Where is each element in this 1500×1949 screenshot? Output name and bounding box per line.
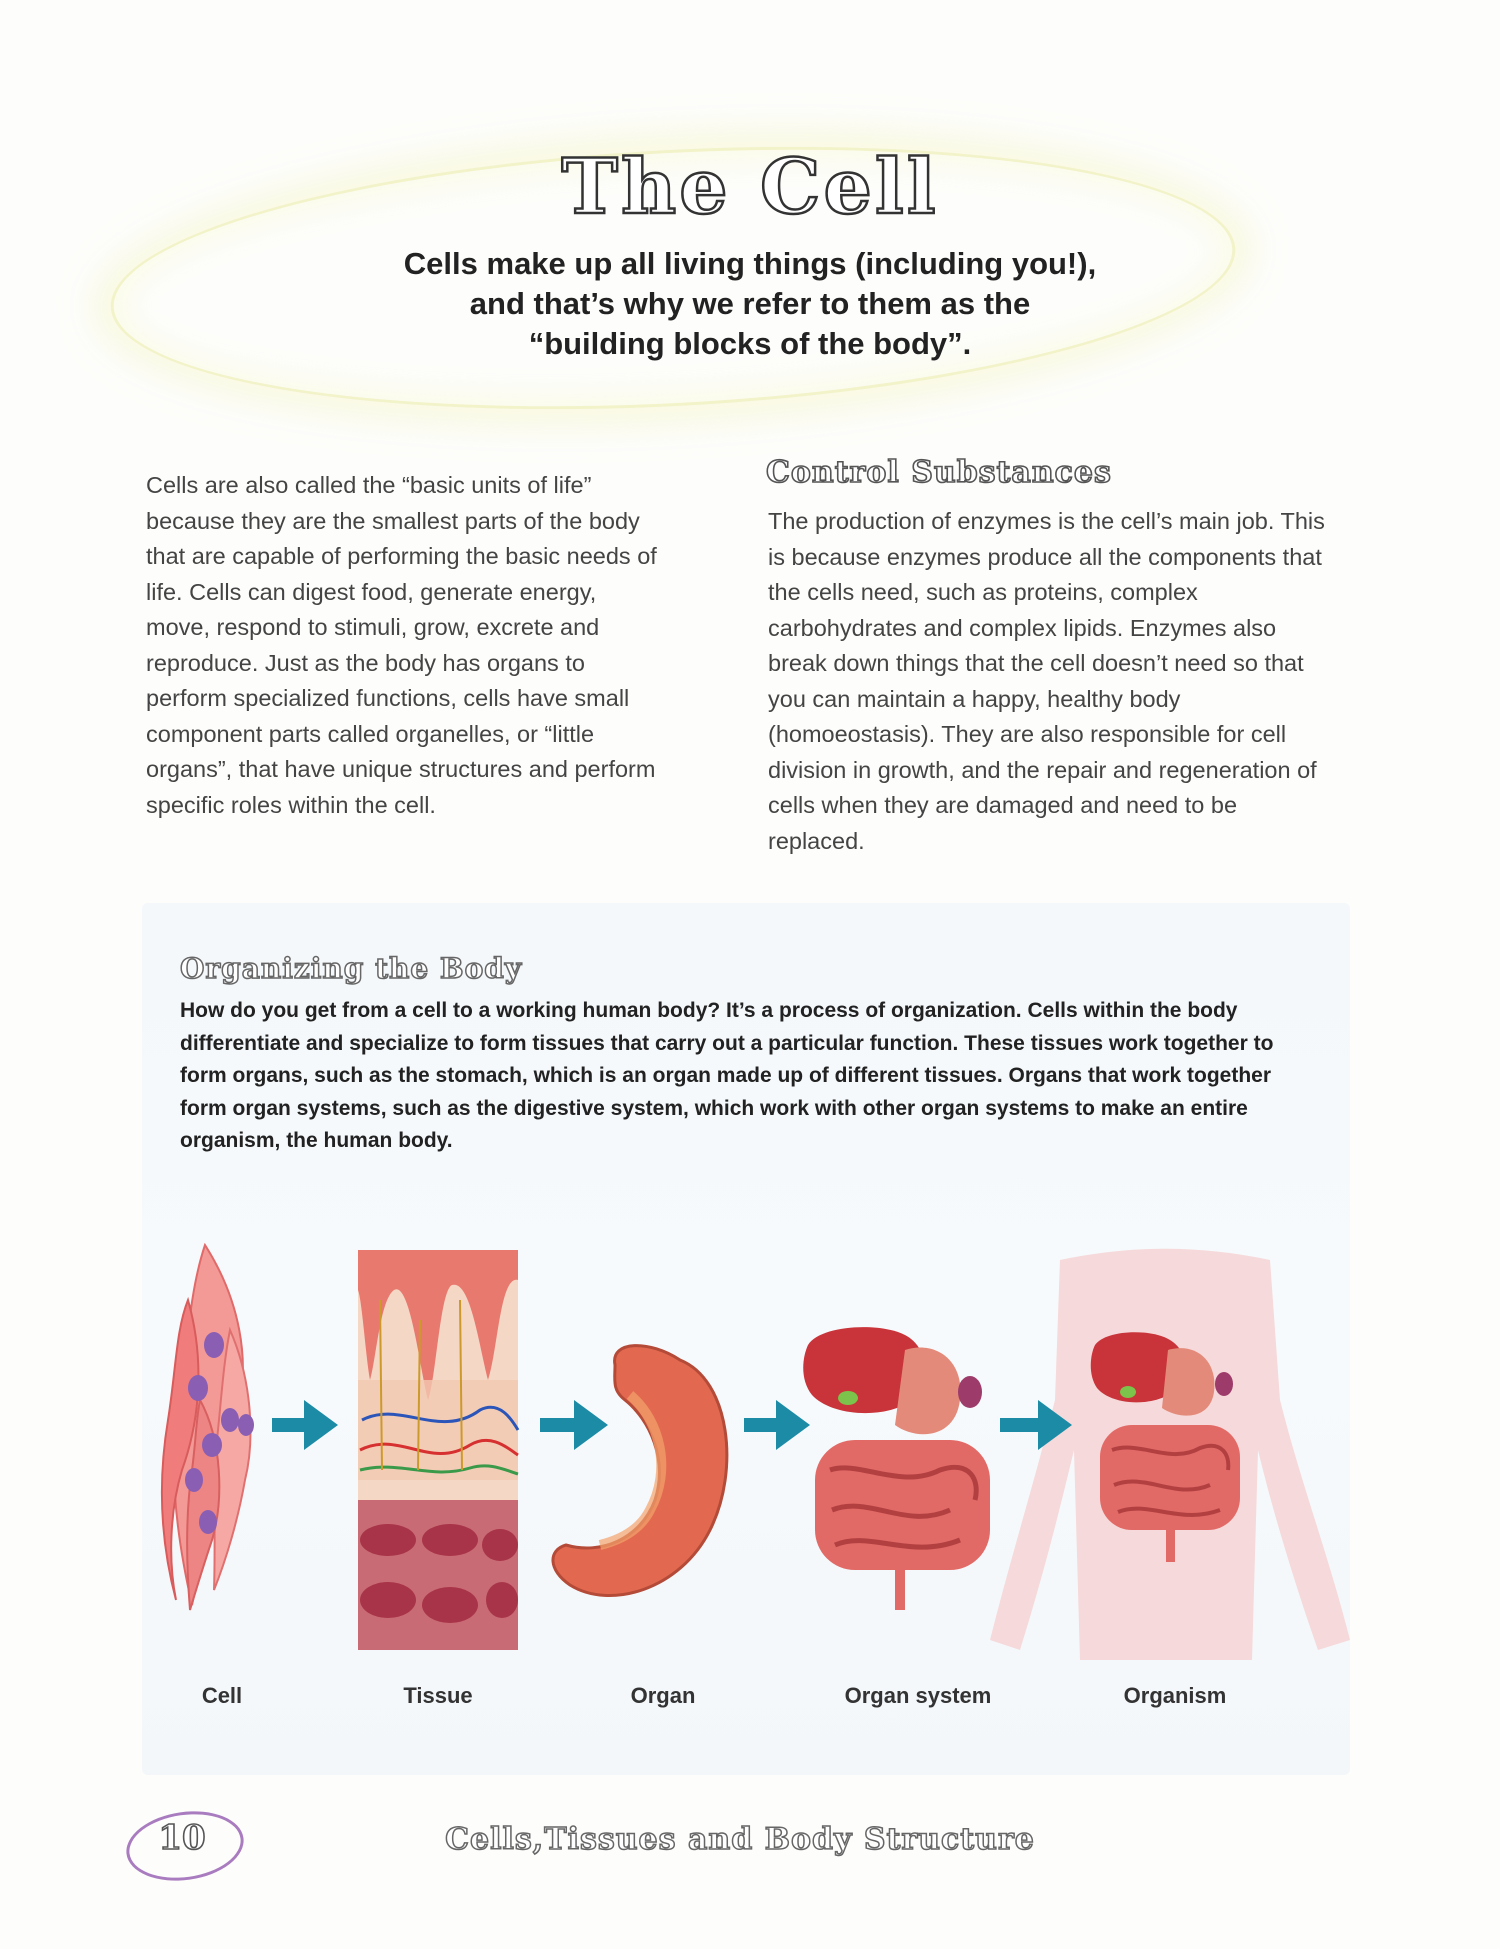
lead-line-3: “building blocks of the body”. xyxy=(528,326,972,361)
organizing-heading: Organizing the Body xyxy=(180,952,523,985)
page-title: The Cell xyxy=(561,142,939,231)
basic-units-paragraph: Cells are also called the “basic units of life” because they are the smallest parts of the body that are capable of performing the basic needs of life. Cells can digest food, generate energy, move, respond to stimuli, grow, excrete and reproduce. Just as the body has organs to perform specialized functions, cells have small component parts called organelles, or “little organs”, that have unique structures and perform specific roles within the cell. xyxy=(146,472,657,818)
control-substances-heading: Control Substances xyxy=(766,455,1112,490)
organizing-paragraph: How do you get from a cell to a working human body? It’s a process of organization. Cells within the body differentiate and specialize to form tissues that carry out a particular function. These tissues work together to form organs, such as the stomach, which is an organ made up of different tissues. Organs that work together form organ systems, such as the digestive system, which work with other organ systems to make an entire organism, the human body. xyxy=(180,999,1274,1152)
label-cell: Cell xyxy=(201,1683,243,1708)
lead-line-1: Cells make up all living things (including you!), xyxy=(403,246,1097,281)
label-tissue: Tissue xyxy=(403,1683,473,1708)
book-title-footer: Cells,Tissues and Body Structure xyxy=(445,1822,1035,1857)
label-organ: Organ xyxy=(630,1683,696,1708)
page-number: 10 xyxy=(158,1818,206,1858)
label-organism: Organism xyxy=(1123,1683,1227,1708)
control-substances-paragraph: The production of enzymes is the cell’s main job. This is because enzymes produce all the components that the cells need, such as proteins, complex carbohydrates and complex lipids. Enzymes also break down things that the cell doesn’t need so that you can maintain a happy, healthy body (homoeostasis). They are also responsible for cell division in growth, and the repair and regeneration of cells when they are damaged and need to be replaced. xyxy=(768,508,1325,854)
lead-paragraph xyxy=(300,244,1200,364)
label-organ-system: Organ system xyxy=(844,1683,992,1708)
lead-line-2: and that’s why we refer to them as the xyxy=(469,286,1031,321)
